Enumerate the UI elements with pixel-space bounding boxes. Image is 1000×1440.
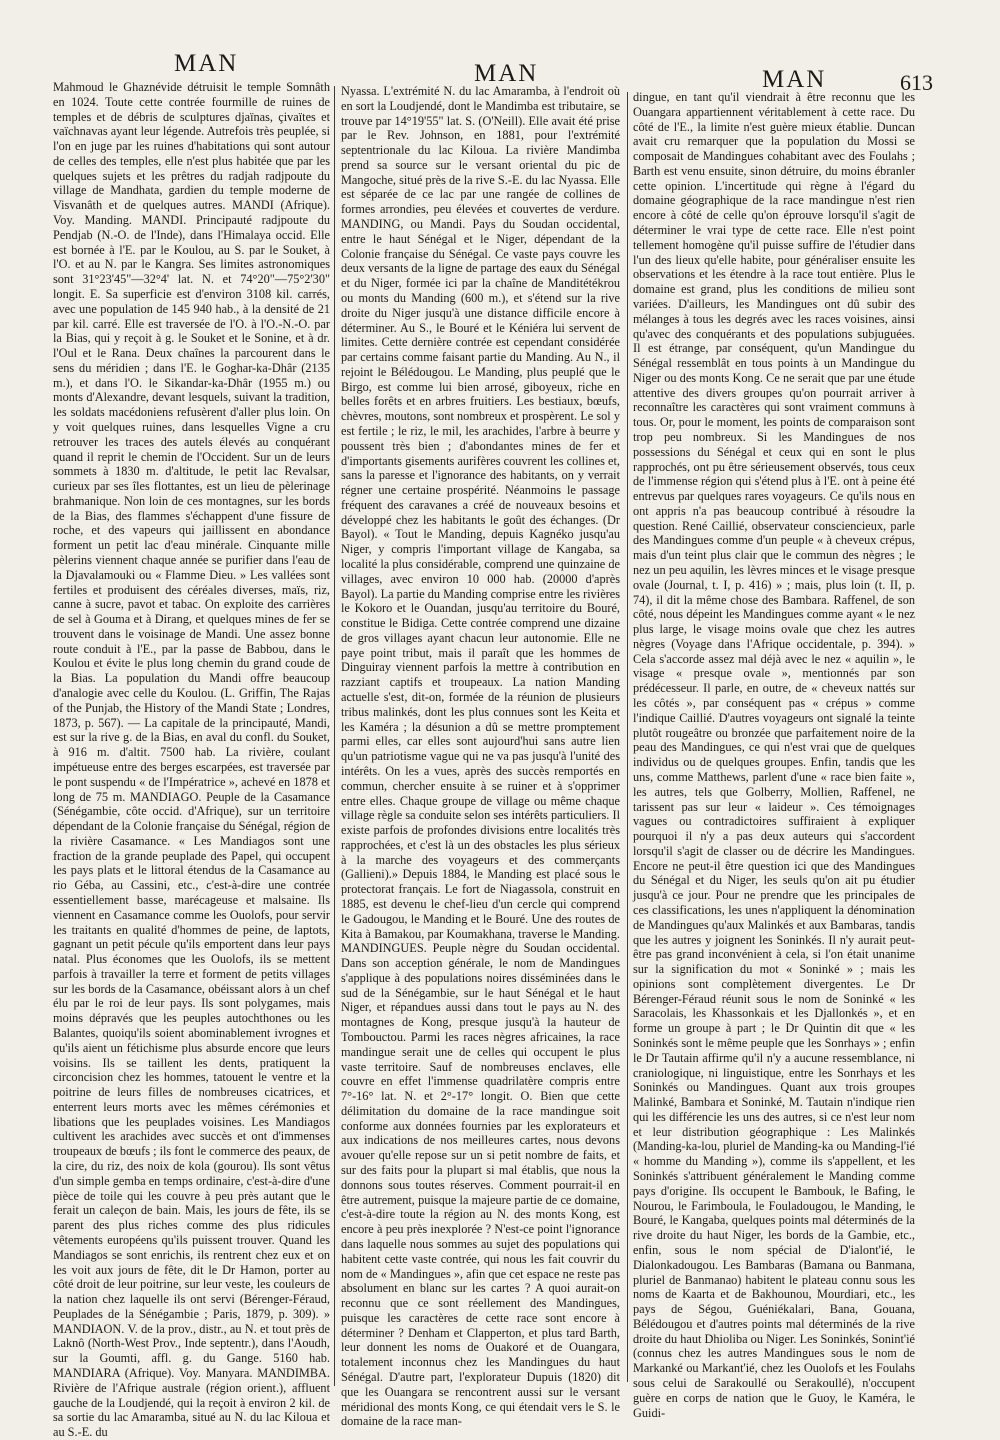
page-number: 613 bbox=[900, 70, 933, 95]
column-3-text: dingue, en tant qu'il viendrait à être reconnu que les Ouangara appartiennent véritablement à cette race. Du côté de l'E., la limite n'est guère mieux établie. Duncan avait cru remarquer que la population du Mossi se composait de Mandingues cohabitant avec des Foulahs ; Barth est venu ensuite, sinon détruire, du moins ébranler cette opinion. L'incertitude qui règne à l'égard du domaine géographique de la race mandingue n'est rien encore à côté de celle qu'on éprouve lorsqu'il s'agit de déterminer le vrai type de cette race. Elle n'est point tellement homogène qu'il puisse suffire de l'étudier dans l'un des lieux qu'elle habite, pour généraliser ensuite les observations et les étendre à la race tout entière. Plus le domaine est grand, plus les conditions de milieu sont variées. D'ailleurs, les Mandingues ont dû subir des mélanges à tous les degrés avec les races voisines, ainsi qu'avec des conquérants et des populations subjuguées. Il est étrange, par conséquent, qu'un Mandingue du Sénégal ressemblât en tous points à un Mandingue du Niger ou des monts Kong. Ce ne serait que par une étude attentive des divers groupes qu'on pourrait arriver à reconnaître les caractères qui sont vraiment communs à tous. Or, pour le moment, les points de comparaison sont trop peu nombreux. Si les Mandingues de nos possessions du Sénégal et ceux qui en sont le plus rapprochés, ont pu être sérieusement observés, tous ceux de l'immense région qui s'étend plus à l'E. ont à peine été entrevus par quelques rares voyageurs. Ce qu'ils nous en ont appris n'a pas beaucoup contribué à résoudre la question. René Caillié, observateur consciencieux, parle des Mandingues comme d'un peuple « à cheveux crépus, mais d'un teint plus clair que le commun des nègres ; le nez un peu aquilin, les lèvres minces et le visage presque ovale (Journal, t. I, p. 416) » ; mais, plus loin (t. II, p. 74), il dit la même chose des Bambara. Raffenel, de son côté, nous dépeint les Mandingues comme ayant « le nez plus large, le visage moins ovale que chez les autres nègres (Voyage dans l'Afrique occidentale, p. 394). » Cela s'accorde assez mal déjà avec le nez « aquilin », le visage « presque ovale », mentionnés par son prédécesseur. Il parle, en outre, de « cheveux nattés sur les côtés », par conséquent pas « crépus » comme l'indique Caillié. D'autres voyageurs ont signalé la teinte plutôt rougeâtre ou bronzée que parfaitement noire de la peau des Mandingues, ce qui n'est vrai que de quelques individus ou de quelques groupes. Enfin, tandis que les uns, comme Matthews, parlent d'une « race bien faite », les autres, tels que Golberry, Mollien, Raffenel, ne tarissent pas sur leur « laideur ». Ces témoignages vagues ou contradictoires suffiraient à expliquer pourquoi il n'y a pas deux auteurs qui s'accordent lorsqu'il s'agit de classer ou de décrire les Mandingues. Encore ne peut-il être question ici que des Mandingues du Sénégal et du Niger, les seuls qu'on ait pu étudier jusqu'à ce jour. Pour ne prendre que les principales de ces classifications, les unes n'appliquent la dénomination de Mandingues qu'aux Malinkés et aux Bambaras, tandis que les autres y joignent les Soninkés. Il n'y aurait peut-être pas grand inconvénient à cela, si l'on était unanime sur la signification du mot « Soninké » ; mais les opinions sont complètement divergentes. Le Dr Bérenger-Féraud réunit sous le nom de Soninké « les Saracolais, les Khassonkais et les Djallonkés », et en forme un groupe à part ; le Dr Quintin dit que « les Soninkés sont le même peuple que les Sonrhays » ; enfin le Dr Tautain affirme qu'il n'y a aucune ressemblance, ni craniologique, ni linguistique, entre les Sonrhays et les Soninkés ou Mandingues. Quant aux trois groupes Malinké, Bambara et Soninké, M. Tautain n'indique rien qui les différencie les uns des autres, si ce n'est leur nom et leur distribution géographique : Les Malinkés (Manding-ka-lou, pluriel de Manding-ka ou Manding-l'ié « homme du Manding »), comme ils s'appellent, et les Soninkés s'attribuent généralement le Manding comme pays d'origine. Ils occupent le Bambouk, le Bafing, le Nourou, le Farimboula, le Fouladougou, le Manding, le Bouré, le Kangaba, quelques points mal déterminés de la rive droite du haut Niger, les bords de la Gambie, etc., enfin, sous le nom spécial de D'ialont'ié, le Dialonkadougou. Les Bambaras (Bamana ou Banmana, pluriel de Banmanao) habitent le plateau connu sous les noms de Kaarta et de Bakhounou, Mourdiari, etc., les pays de Ségou, Guéniékalari, Bana, Gouana, Bélédougou et d'autres points mal déterminés de la rive droite du haut Dhioliba ou Niger. Les Soninkés, Sonint'ié (connus chez les autres Mandingues sous le nom de Markanké ou Markant'ié, chez les Ouolofs et les Foulahs sous celui de Sarakoullé ou Serakoullé), n'occupent guère en corps de nation que le Guoy, le Kaméra, le Guidi- bbox=[633, 90, 915, 1420]
text-column-3 bbox=[633, 90, 915, 1420]
column-rule-left bbox=[334, 86, 335, 1386]
column-2-text: Nyassa. L'extrémité N. du lac Amaramba, à l'endroit où en sort la Loudjendé, dont le Mandimba est tributaire, se trouve par 14°19'55" lat. S. (O'Neill). Elle avait été prise par le Rev. Johnson, en 1881, pour l'extrémité septentrionale du lac Kiloua. La rivière Mandimba prend sa source sur le versant oriental du pic de Mangoche, situé près de la rive S.-E. du lac Nyassa. Elle est séparée de ce lac par une rangée de collines de formes arrondies, peu élevées et couvertes de verdure. MANDING, ou Mandi. Pays du Soudan occidental, entre le haut Sénégal et le Niger, dépendant de la Colonie française du Sénégal. Ce vaste pays couvre les deux versants de la ligne de partage des eaux du Sénégal et du Niger, formée ici par la chaîne de Manditétékrou ou monts du Manding (600 m.), et s'étend sur la rive droite du Niger jusqu'à une distance difficile encore à déterminer. Au S., le Bouré et le Kéniéra lui servent de limites. Cette dernière contrée est cependant considérée par certains comme faisant partie du Manding. Au N., il rejoint le Bélédougou. Le Manding, plus peuplé que le Birgo, est comme lui bien arrosé, giboyeux, riche en belles forêts et en arbres fruitiers. Les bestiaux, bœufs, chèvres, moutons, sont nombreux et prospèrent. Le sol y est fertile ; le riz, le mil, les arachides, l'arbre à beurre y poussent très bien ; d'abondantes mines de fer et d'importants gisements aurifères couvrent les collines et, sans la paresse et l'ignorance des habitants, on y verrait régner une certaine prospérité. Néanmoins le passage fréquent des caravanes a créé de nouveaux besoins et développé chez les habitants le goût des échanges. (Dr Bayol). « Tout le Manding, depuis Kagnéko jusqu'au Niger, y compris l'important village de Kangaba, sa localité la plus considérable, comprend une quinzaine de villages, avec environ 10 000 hab. (20000 d'après Bayol). La partie du Manding comprise entre les rivières le Kokoro et le Ouandan, jusqu'au territoire du Bouré, constitue le Bidiga. Cette contrée comprend une dizaine de gros villages ayant chacun leur autonomie. Elle ne paye point tribut, mais il paraît que les hommes de Dinguiray viennent parfois la mettre à contribution en razziant captifs et troupeaux. La nation Manding actuelle s'est, dit-on, formée de la réunion de plusieurs tribus malinkés, dont les plus connues sont les Keita et les Kaméra ; la désunion a dû se mettre promptement parmi elles, car elles sont aujourd'hui sans autre lien qu'un patriotisme vague qui ne va pas jusqu'à l'unité des intérêts. On les a vues, après des succès remportés en commun, chercher ensuite à se ruiner et à s'opprimer entre elles. Chaque groupe de village ou même chaque village règle sa conduite selon ses intérêts particuliers. Il existe parfois de profondes divisions entre localités très rapprochées, et c'est là un des obstacles les plus sérieux à la marche des voyageurs et des commerçants (Gallieni).» Depuis 1884, le Manding est placé sous le protectorat français. Le fort de Niagassola, construit en 1885, est devenu le chef-lieu d'un cercle qui comprend le Gadougou, le Manding et le Bouré. Une des routes de Kita à Bamakou, par Koumakhana, traverse le Manding. MANDINGUES. Peuple nègre du Soudan occidental. Dans son acception générale, le nom de Mandingues s'applique à des populations noires disséminées dans le sud de la Sénégambie, sur le haut Sénégal et le haut Niger, et répandues aussi dans tout le pays au N. des montagnes de Kong, presque jusqu'à la hauteur de Tombouctou. Parmi les races nègres africaines, la race mandingue serait une de celles qui occupent le plus vaste territoire. Sauf de nombreuses enclaves, elle couvre en effet l'immense quadrilatère compris entre 7°-16° lat. N. et 2°-17° longit. O. Bien que cette délimitation du domaine de la race mandingue soit conforme aux données fournies par les explorateurs et aux indications de nos meilleures cartes, nous devons avouer qu'elle repose sur un si petit nombre de faits, et sur des faits pour la plupart si mal établis, que nous la donnons sous toutes réserves. Comment pourrait-il en être autrement, puisque la majeure partie de ce domaine, c'est-à-dire toute la région au N. des monts Kong, est encore à peu près inexplorée ? N'est-ce point l'ignorance dans laquelle nous sommes au sujet des populations qui habitent cette vaste contrée, qui nous les fait couvrir du nom de « Mandingues », afin que cet espace ne reste pas absolument en blanc sur les cartes ? A quoi aurait-on reconnu que ce sont réellement des Mandingues, puisque les caractères de cette race sont encore à déterminer ? Denham et Clapperton, et plus tard Barth, leur donnent les noms de Ouakoré et de Ouangara, totalement inconnus chez les Mandingues du haut Sénégal. D'autre part, l'explorateur Dupuis (1820) dit que les Ouangara se rencontrent aussi sur le versant méridional des monts Kong, ce qui étendait vers le S. le domaine de la race man- bbox=[341, 84, 620, 1429]
text-column-1 bbox=[53, 80, 330, 1440]
running-header-center: MAN bbox=[474, 60, 539, 87]
running-header-right: MAN bbox=[762, 66, 827, 93]
column-rule-right bbox=[627, 92, 628, 1382]
column-1-text: Mahmoud le Ghaznévide détruisit le temple Somnâth en 1024. Toute cette contrée fourmille de ruines de temples et de débris de sculptures djaïnas, çivaïtes et vaïchnavas ayant leur légende. Autrefois très peuplée, si l'on en juge par les ruines d'habitations qui sont autour de celles des temples, elle n'est plus habitée que par les quelques sujets et les prêtres du radjah radjpoute du village de Mandhata, gardien du temple moderne de Visvanâth et de quelques autres. MANDI (Afrique). Voy. Manding. MANDI. Principauté radjpoute du Pendjab (N.-O. de l'Inde), dans l'Himalaya occid. Elle est bornée à l'E. par le Koulou, au S. par le Souket, à l'O. et au N. par le Kangra. Ses limites astronomiques sont 31°23'45"—32°4' lat. N. et 74°20"—75°2'30" longit. E. Sa superficie est d'environ 3108 kil. carrés, avec une population de 145 940 hab., à la densité de 21 par kil. carré. Elle est traversée de l'O. à l'O.-N.-O. par la Bias, qui y reçoit à g. le Souket et le Sonine, et à dr. l'Oul et le Rana. Deux chaînes la parcourent dans le sens du méridien ; dans l'E. le Goghar-ka-Dhâr (2135 m.), et dans l'O. le Sikandar-ka-Dhâr (1955 m.) ou monts d'Alexandre, devant lesquels, suivant la tradition, les soldats macédoniens refusèrent d'aller plus loin. On y voit quelques ruines, dans lesquelles Vigne a cru retrouver les traces des autels élevés au conquérant quand il reprit le chemin de l'Occident. Sur un de leurs sommets à 1830 m. d'altitude, le petit lac Revalsar, curieux par ses îles flottantes, est un lieu de pèlerinage brahmanique. Non loin de ces montagnes, sur les bords de la Bias, des flammes s'échappent d'une fissure de roche, et des vapeurs qui jaillissent en abondance forment un petit lac d'eau minérale. Cinquante mille pèlerins viennent chaque année se purifier dans l'eau de la Djavalamouki ou « Flamme Dieu. » Les vallées sont fertiles et produisent des céréales diverses, maïs, riz, canne à sucre, pavot et tabac. On exploite des carrières de sel à Gouma et à Dirang, et quelques mines de fer se trouvent dans le voisinage de Mandi. Une assez bonne route conduit à l'E., par la passe de Babbou, dans le Koulou et évite le plus long chemin du grand coude de la Bias. La population du Mandi offre beaucoup d'analogie avec celle du Koulou. (L. Griffin, The Rajas of the Punjab, the History of the Mandi State ; Londres, 1873, p. 567). — La capitale de la principauté, Mandi, est sur la rive g. de la Bias, en aval du confl. du Souket, à 916 m. d'altit. 7500 hab. La rivière, coulant impétueuse entre des berges escarpées, est traversée par le pont suspendu « de l'Impératrice », achevé en 1878 et long de 75 m. MANDIAGO. Peuple de la Casamance (Sénégambie, côte occid. d'Afrique), sur un territoire dépendant de la Colonie française du Sénégal, région de la rivière Casamance. « Les Mandiagos sont une fraction de la grande peuplade des Papel, qui occupent les pays plats et le littoral étendus de la Casamance au rio Géba, au Cassini, etc., c'est-à-dire une contrée essentiellement basse, marécageuse et malsaine. Ils viennent en Casamance comme les Ouolofs, pour servir les traitants en qualité d'hommes de peine, de laptots, gagnant un petit pécule qu'ils emportent dans leur pays natal. Plus économes que les Ouolofs, ils se mettent parfois à travailler la terre et forment de petits villages sur les bords de la Casamance, obéissant alors à un chef élu par le roi de leur pays. Ils sont polygames, mais moins dépravés que les peuples autochthones ou les Balantes, quoiqu'ils soient abominablement ivrognes et qu'ils aient un fétichisme plus absurde encore que leurs voisins. Ils se taillent les dents, pratiquent la circoncision chez les hommes, tatouent le ventre et la poitrine de leurs filles de nombreuses cicatrices, et enterrent leurs morts avec les mêmes cérémonies et libations que les peuplades voisines. Les Mandiagos cultivent les arachides avec succès et ont d'immenses troupeaux de bœufs ; ils font le commerce des peaux, de la cire, du riz, des noix de kola (gourou). Ils sont vêtus d'un simple gemba en temps ordinaire, c'est-à-dire d'une pièce de toile qui les couvre à peu près autant que le ferait un caleçon de bain. Mais, les jours de fête, ils se parent des plus riches comme des plus ridicules vêtements européens qu'ils puissent trouver. Quand les Mandiagos se sont enrichis, ils rentrent chez eux et on les voit aux jours de fête, dit le Dr Hamon, porter au côté droit de leur poitrine, sur leur veste, les couleurs de la nation chez laquelle ils ont servi (Bérenger-Féraud, Peuplades de la Sénégambie ; Paris, 1879, p. 309). » MANDIAON. V. de la prov., distr., au N. et tout près de Laknô (North-West Prov., Inde septentr.), dans l'Aoudh, sur la Goumti, affl. g. du Gange. 5160 hab. MANDIARA (Afrique). Voy. Manyara. MANDIMBA. Rivière de l'Afrique australe (région orient.), affluent gauche de la Loudjendé, qui la reçoit à environ 2 kil. de sa sortie du lac Amaramba, situé au N. du lac Kiloua et au S.-E. du bbox=[53, 80, 330, 1440]
running-header-left: MAN bbox=[174, 50, 239, 77]
text-column-2 bbox=[341, 84, 620, 1429]
